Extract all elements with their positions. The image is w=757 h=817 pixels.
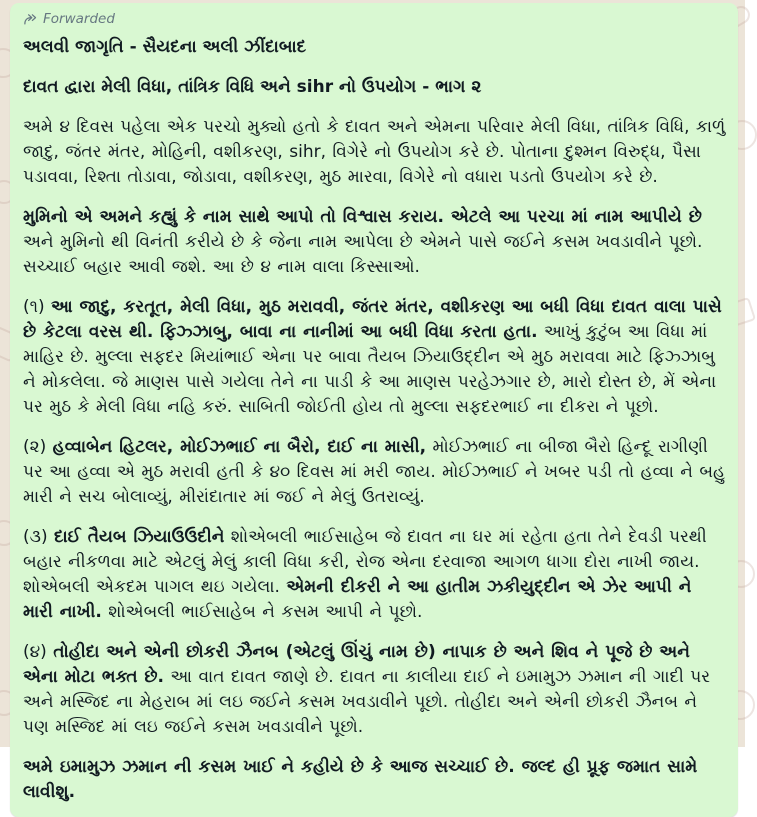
forwarded-label-row bbox=[23, 10, 726, 28]
text-run: (૩) bbox=[23, 527, 54, 547]
message-paragraph bbox=[23, 115, 726, 190]
text-run: આખું કુટુંબ આ વિધા માં માહિર છે. મુલ્લા સફદર મિયાંભાઈ એના પર બાવા તૈયબ ઝિયાઉદ્દીન એ મુઠ મરાવવા માટે ફિઝ્ઝાબુ ને મોકલેલા. જે માણસ પાસે ગયેલા તેને ના પાડી કે આ માણસ પરહેઝગાર છે, મારો દોસ્ત છે, મેં એના પર મુઠ કે મેલી વિધા નહિ કરું. સાબિતી જોઈતી હોય તો મુલ્લા સફદરભાઈ ના દીકરા ને પૂછો. bbox=[23, 322, 717, 417]
message-subtitle: દાવત દ્વારા મેલી વિધા, તાંત્રિક વિધિ અને sihr નો ઉપયોગ - ભાગ ૨ bbox=[23, 77, 482, 97]
text-run: શોએબલી ભાઈસાહેબ ને કસમ આપી ને પૂછો. bbox=[101, 602, 423, 622]
message-paragraph bbox=[23, 205, 726, 280]
bold-text-run: આ જાદુ, કરતૂત, મેલી વિધા, મુઠ મરાવવી, જંતર મંતર, વશીકરણ આ બધી વિધા દાવત વાલા પાસે છે કેટલા વરસ થી. ફિઝ્ઝાબુ, બાવા ના નાનીમાં આ બધી વિધા કરતા હતા. bbox=[23, 297, 722, 342]
bold-text-run: તોહીદા અને એની છોકરી ઝૈનબ (એટલું ઊંચું નામ છે) નાપાક છે અને શિવ ને પૂજે છે અને એના મોટા ભક્ત છે. bbox=[23, 642, 690, 687]
forwarded-label: Forwarded bbox=[43, 11, 115, 27]
message-paragraph bbox=[23, 755, 726, 805]
bold-text-run: એમની દીકરી ને આ હાતીમ ઝકીયુદ્દીન એ ઝેર આપી ને મારી નાખી. bbox=[23, 577, 692, 622]
text-run: આ વાત દાવત જાણે છે. દાવત ના કાલીયા દાઈ ને ઇમામુઝ ઝમાન ની ગાદી પર અને મસ્જિદ ના મેહરાબ માં લઇ જઈને કસમ ખવડાવીને પૂછો. તોહીદા અને એની છોકરી ઝૈનબ ને પણ મસ્જિદ માં લઇ જઈને કસમ ખવડાવીને પૂછો. bbox=[23, 667, 711, 737]
bold-text-run: હવ્વાબેન હિટલર, મોઈઝભાઈ ના બૈરો, દાઈ ના માસી, bbox=[52, 437, 427, 457]
message-paragraph bbox=[23, 435, 726, 510]
bold-text-run: અમે ઇમામુઝ ઝમાન ની કસમ ખાઈ ને કહીયે છે કે આજ સચ્ચાઈ છે. જલ્દ હી પ્રૂફ જમાત સામે લાવીશુ. bbox=[23, 757, 698, 802]
forwarded-message-bubble[interactable] bbox=[10, 3, 738, 817]
text-run: મોઈઝભાઈ ના બીજા બૈરો હિન્દૂ રાગીણી પર આ હવ્વા એ મુઠ મરાવી હતી કે ૪૦ દિવસ માં મરી જાય. મોઈઝભાઈ ને ખબર પડી તો હવ્વા ને બહુ મારી ને સચ બોલાવ્યું, મીરાંદાતાર માં જઈ ને મેલું ઉતરાવ્યું. bbox=[23, 437, 726, 507]
message-paragraph bbox=[23, 525, 726, 625]
text-run: શોએબલી ભાઈસાહેબ જે દાવત ના ઘર માં રહેતા હતા તેને દેવડી પરથી બહાર નીકળવા માટે એટલું મેલું કાલી વિધા કરી, રોજ એના દરવાજા આગળ ધાગા દોરા નાખી જાય. શોએબલી એકદમ પાગલ થઇ ગયેલા. bbox=[23, 527, 707, 597]
message-paragraph bbox=[23, 295, 726, 420]
message-body bbox=[23, 115, 726, 805]
message-title: અલવી જાગૃતિ - સૈયદના અલી ઝીંદાબાદ bbox=[23, 37, 307, 57]
text-run: (૪) bbox=[23, 642, 54, 662]
bold-text-run: દાઈ તૈયબ ઝિયાઉઉદીને bbox=[54, 527, 225, 547]
text-run: અને મુમિનો થી વિનંતી કરીયે છે કે જેના નામ આપેલા છે એમને પાસે જઈને કસમ ખવડાવીને પૂછો. સચ્ચાઈ બહાર આવી જશે. આ છે ૪ નામ વાલા કિસ્સાઓ. bbox=[23, 232, 703, 277]
forward-arrow-icon bbox=[23, 12, 38, 27]
bold-text-run: મુમિનો એ અમને કહ્યું કે નામ સાથે આપો તો વિશ્વાસ કરાય. એટલે આ પરચા માં નામ આપીયે છે bbox=[23, 207, 702, 227]
message-paragraph bbox=[23, 640, 726, 740]
text-run: (૨) bbox=[23, 437, 53, 457]
text-run: અમે ૪ દિવસ પહેલા એક પરચો મુક્યો હતો કે દાવત અને એમના પરિવાર મેલી વિધા, તાંત્રિક વિધિ, કાળું જાદુ, જંતર મંતર, મોહિની, વશીકરણ, sihr, વિગેરે નો ઉપયોગ કરે છે. પોતાના દુશ્મન વિરુદ્ધ, પૈસા પડાવવા, રિશ્તા તોડાવા, જોડાવા, વશીકરણ, મુઠ મારવા, વિગેરે નો વધારા પડતો ઉપયોગ કરે છે. bbox=[23, 117, 726, 187]
text-run: (૧) bbox=[23, 297, 51, 317]
